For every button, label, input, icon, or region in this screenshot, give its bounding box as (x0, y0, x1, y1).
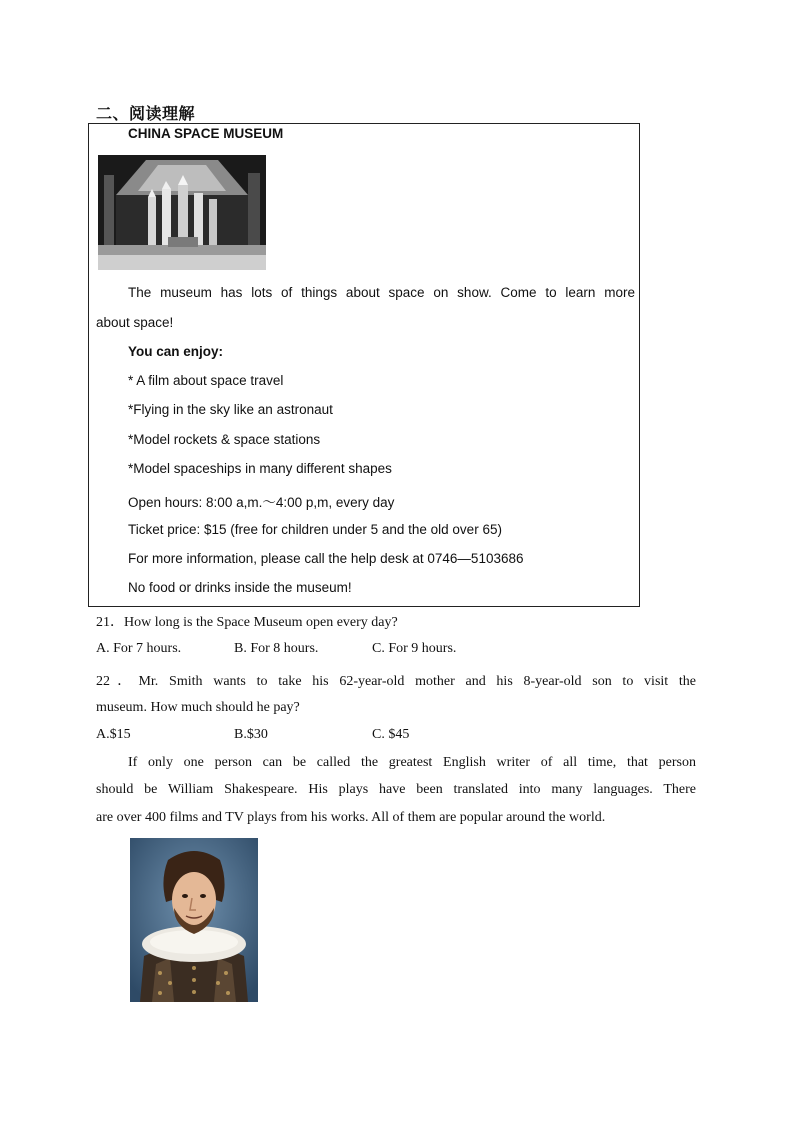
museum-notice: No food or drinks inside the museum! (128, 580, 352, 595)
question-22-stem-line1: 22．Mr. Smith wants to take his 62-year-old mother and his 8-year-old son to visit the (96, 674, 696, 689)
enjoy-item: *Model spaceships in many different shapes (128, 461, 392, 476)
passage-line2: should be William Shakespeare. His plays have been translated into many languages. There (96, 782, 696, 797)
museum-intro-line1: The museum has lots of things about space on show. Come to learn more (128, 285, 635, 300)
question-22-option-c: C. $45 (372, 727, 410, 742)
passage-line1: If only one person can be called the greatest English writer of all time, that person (128, 755, 696, 770)
enjoy-item: *Flying in the sky like an astronaut (128, 402, 333, 417)
shakespeare-portrait (130, 838, 258, 1002)
question-21-option-b: B. For 8 hours. (234, 641, 319, 656)
question-22-option-b: B.$30 (234, 727, 268, 742)
enjoy-item: *Model rockets & space stations (128, 432, 321, 447)
question-22-option-a: A.$15 (96, 727, 131, 742)
enjoy-item: * A film about space travel (128, 373, 284, 388)
section-title: 二、阅读理解 (96, 104, 196, 123)
question-21-stem: 21．How long is the Space Museum open every day? (96, 615, 398, 630)
question-21-option-c: C. For 9 hours. (372, 641, 457, 656)
question-22-stem-line2: museum. How much should he pay? (96, 700, 300, 715)
museum-photo (98, 155, 266, 270)
more-info: For more information, please call the help desk at 0746—5103686 (128, 551, 524, 566)
museum-intro-line2: about space! (96, 315, 174, 330)
museum-ad-title: CHINA SPACE MUSEUM (128, 126, 284, 141)
ticket-price: Ticket price: $15 (free for children under 5 and the old over 65) (128, 522, 502, 537)
open-hours: Open hours: 8:00 a,m.～4:00 p,m, every day (128, 495, 395, 510)
enjoy-heading: You can enjoy: (128, 344, 224, 359)
passage-line3: are over 400 films and TV plays from his works. All of them are popular around the world. (96, 810, 606, 825)
question-21-option-a: A. For 7 hours. (96, 641, 182, 656)
